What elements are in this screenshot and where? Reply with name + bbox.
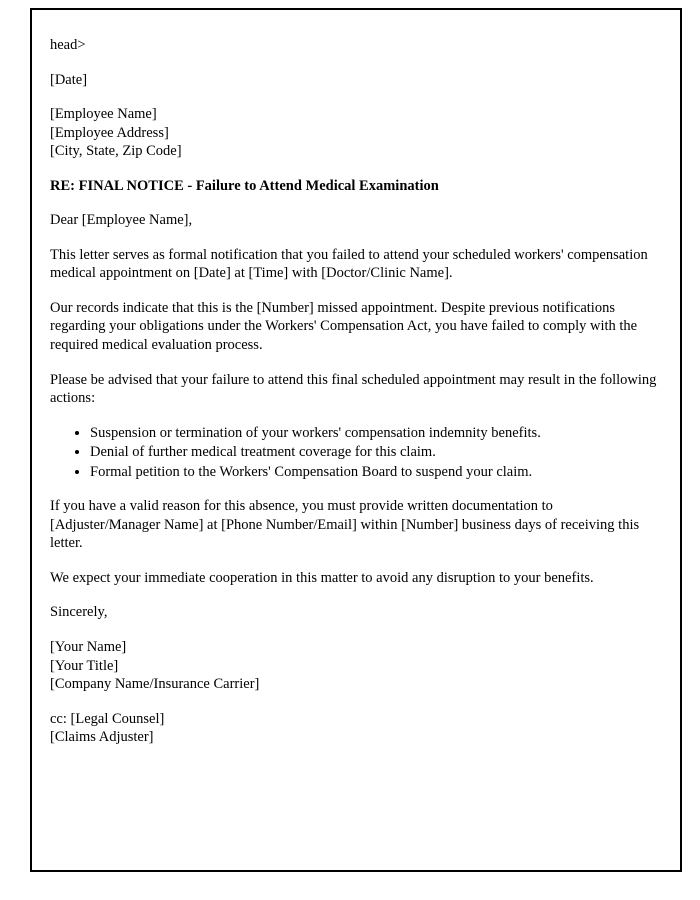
recipient-city-state-zip: [City, State, Zip Code] (50, 143, 182, 160)
paragraph-notification: This letter serves as formal notification that you failed to attend your scheduled workers' compensation medical appointment on [Date] at [Time] with [Doctor/Clinic Name]. (50, 246, 648, 282)
recipient-address: [Employee Address] (50, 124, 169, 141)
paragraph-records: Our records indicate that this is the [Number] missed appointment. Despite previous notifications regarding your obligations under the Workers' Compensation Act, you have failed to comply with the required medical evaluation process. (50, 299, 638, 354)
consequences-list (50, 424, 660, 482)
paragraph-cooperation: We expect your immediate cooperation in this matter to avoid any disruption to your benefits. (50, 569, 594, 586)
letter-body (50, 36, 660, 747)
paragraph-valid-reason: If you have a valid reason for this absence, you must provide written documentation to [Adjuster/Manager Name] at [Phone Number/Email] within [Number] business days of receiving this letter. (50, 498, 640, 552)
date-line: [Date] (50, 71, 88, 88)
subject-line: RE: FINAL NOTICE - Failure to Attend Medical Examination (50, 177, 439, 194)
recipient-name: [Employee Name] (50, 106, 157, 123)
cc-block (50, 710, 660, 747)
stray-html-fragment: head> (50, 37, 86, 53)
letter-page (30, 8, 682, 872)
paragraph-advisory: Please be advised that your failure to attend this final scheduled appointment may result in the following actions: (50, 371, 657, 407)
list-item-denial: • Denial of further medical treatment coverage for this claim. (90, 443, 660, 462)
salutation: Dear [Employee Name], (50, 212, 193, 229)
list-item-petition: • Formal petition to the Workers' Compensation Board to suspend your claim. (90, 463, 660, 482)
cc-claims-adjuster: [Claims Adjuster] (50, 729, 154, 746)
signature-block (50, 638, 660, 694)
list-item-suspension: • Suspension or termination of your workers' compensation indemnity benefits. (90, 424, 660, 443)
cc-legal-counsel: cc: [Legal Counsel] (50, 710, 165, 727)
signature-title: [Your Title] (50, 657, 119, 674)
signature-name: [Your Name] (50, 639, 127, 656)
sign-off: Sincerely, (50, 604, 108, 621)
recipient-address-block (50, 105, 660, 161)
signature-company: [Company Name/Insurance Carrier] (50, 676, 260, 693)
